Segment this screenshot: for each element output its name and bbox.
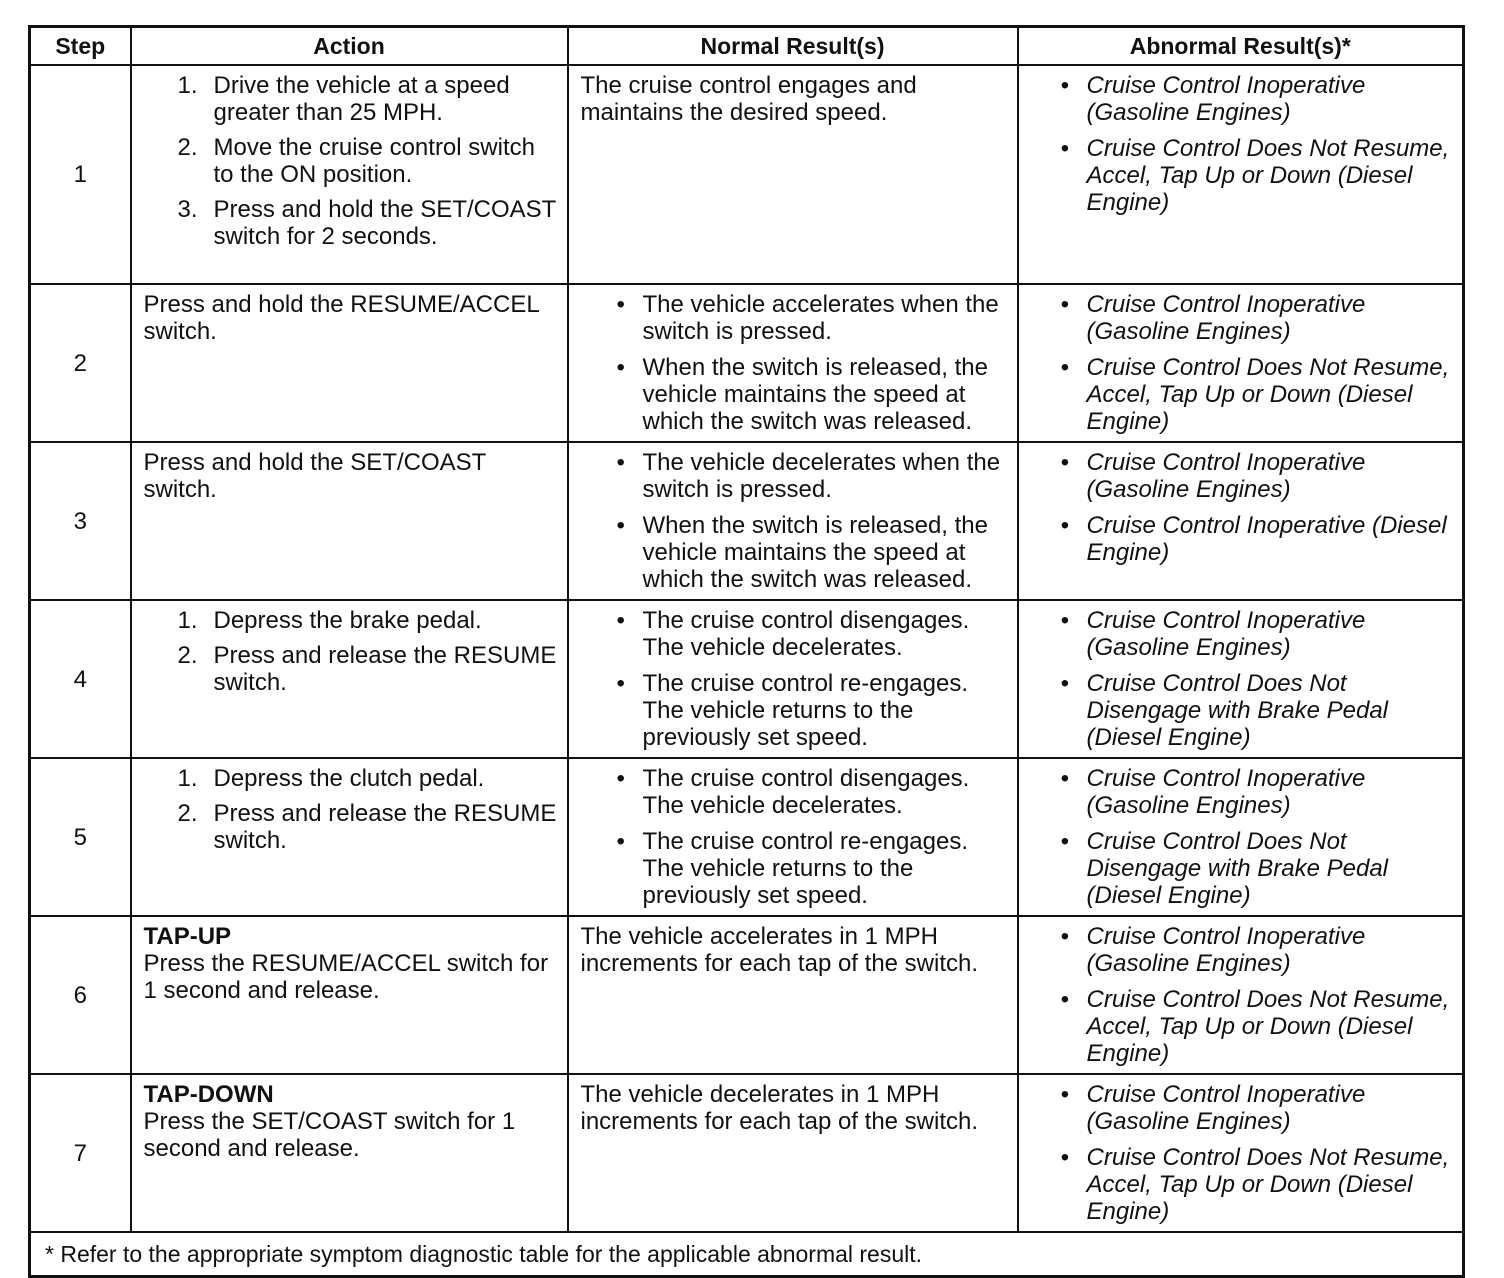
abnormal-results-list	[1031, 607, 1455, 751]
header-normal-results: Normal Result(s)	[568, 27, 1018, 66]
action-heading: TAP-UP	[143, 923, 232, 950]
table-row	[30, 758, 1464, 916]
list-item: 2. Move the cruise control switch to the ON position.	[177, 134, 535, 188]
step-number: 5	[30, 758, 131, 916]
step-number: 6	[30, 916, 131, 1074]
normal-result-text: The vehicle decelerates in 1 MPH increments for each tap of the switch.	[580, 1081, 979, 1135]
list-item: • Cruise Control Inoperative (Gasoline Engines)	[1060, 291, 1366, 345]
abnormal-results-list	[1031, 449, 1455, 566]
list-item: 2. Press and release the RESUME switch.	[177, 642, 557, 696]
abnormal-result-cell	[1018, 1074, 1464, 1232]
list-item: • The cruise control re-engages. The vehicle returns to the previously set speed.	[616, 828, 968, 909]
list-item: • Cruise Control Inoperative (Gasoline Engines)	[1060, 765, 1366, 819]
table-row	[30, 442, 1464, 600]
list-item: • Cruise Control Does Not Resume, Accel, Tap Up or Down (Diesel Engine)	[1060, 986, 1450, 1067]
abnormal-result-cell	[1018, 600, 1464, 758]
table-row	[30, 916, 1464, 1074]
action-cell	[131, 916, 568, 1074]
table-row	[30, 65, 1464, 284]
step-number: 7	[30, 1074, 131, 1232]
abnormal-result-cell	[1018, 442, 1464, 600]
normal-results-list	[581, 607, 1009, 751]
normal-results-list	[581, 765, 1009, 909]
abnormal-results-list	[1031, 765, 1455, 909]
list-item: • Cruise Control Inoperative (Diesel Engine)	[1060, 512, 1447, 566]
normal-result-cell	[568, 916, 1018, 1074]
abnormal-result-cell	[1018, 284, 1464, 442]
normal-results-list	[581, 291, 1009, 435]
list-item: 1. Depress the brake pedal.	[177, 607, 482, 634]
abnormal-result-cell	[1018, 758, 1464, 916]
list-item: • Cruise Control Does Not Resume, Accel, Tap Up or Down (Diesel Engine)	[1060, 1144, 1450, 1225]
table-row	[30, 284, 1464, 442]
footnote-row	[30, 1232, 1464, 1277]
normal-results-list	[581, 449, 1009, 593]
list-item: • The cruise control disengages. The vehicle decelerates.	[616, 607, 970, 661]
normal-result-cell	[568, 1074, 1018, 1232]
action-cell	[131, 65, 568, 284]
list-item: • When the switch is released, the vehicle maintains the speed at which the switch was released.	[616, 512, 989, 593]
step-number: 2	[30, 284, 131, 442]
table-row	[30, 1074, 1464, 1232]
abnormal-result-cell	[1018, 65, 1464, 284]
abnormal-result-cell	[1018, 916, 1464, 1074]
step-number: 4	[30, 600, 131, 758]
list-item: • Cruise Control Does Not Disengage with Brake Pedal (Diesel Engine)	[1060, 828, 1389, 909]
list-item: • Cruise Control Inoperative (Gasoline Engines)	[1060, 449, 1366, 503]
action-text: Press and hold the RESUME/ACCEL switch.	[143, 291, 539, 345]
normal-result-text: The vehicle accelerates in 1 MPH increments for each tap of the switch.	[580, 923, 979, 977]
list-item: • Cruise Control Does Not Resume, Accel, Tap Up or Down (Diesel Engine)	[1060, 354, 1450, 435]
footnote: * Refer to the appropriate symptom diagnostic table for the applicable abnormal result.	[30, 1232, 1464, 1277]
list-item: • The cruise control re-engages. The vehicle returns to the previously set speed.	[616, 670, 968, 751]
abnormal-results-list	[1031, 1081, 1455, 1225]
list-item: • When the switch is released, the vehicle maintains the speed at which the switch was released.	[616, 354, 989, 435]
list-item: • Cruise Control Inoperative (Gasoline Engines)	[1060, 1081, 1366, 1135]
header-action: Action	[131, 27, 568, 66]
normal-result-cell	[568, 65, 1018, 284]
action-cell	[131, 284, 568, 442]
action-steps-list	[144, 765, 559, 854]
abnormal-results-list	[1031, 291, 1455, 435]
action-text: Press the RESUME/ACCEL switch for 1 second and release.	[143, 950, 549, 1004]
table-row	[30, 600, 1464, 758]
action-cell	[131, 758, 568, 916]
action-text: Press and hold the SET/COAST switch.	[143, 449, 486, 503]
header-step: Step	[30, 27, 131, 66]
list-item: 1. Depress the clutch pedal.	[177, 765, 485, 792]
header-row	[30, 27, 1464, 66]
action-steps-list	[144, 72, 559, 250]
list-item: 2. Press and release the RESUME switch.	[177, 800, 557, 854]
list-item: • Cruise Control Inoperative (Gasoline Engines)	[1060, 72, 1366, 126]
normal-result-text: The cruise control engages and maintains the desired speed.	[580, 72, 917, 126]
list-item: • The vehicle accelerates when the switch is pressed.	[616, 291, 999, 345]
list-item: • Cruise Control Does Not Resume, Accel, Tap Up or Down (Diesel Engine)	[1060, 135, 1450, 216]
list-item: • The vehicle decelerates when the switch is pressed.	[616, 449, 1001, 503]
abnormal-results-list	[1031, 923, 1455, 1067]
list-item: • Cruise Control Inoperative (Gasoline Engines)	[1060, 923, 1366, 977]
action-cell	[131, 1074, 568, 1232]
action-text: Press the SET/COAST switch for 1 second and release.	[143, 1108, 516, 1162]
normal-result-cell	[568, 600, 1018, 758]
list-item: • Cruise Control Inoperative (Gasoline Engines)	[1060, 607, 1366, 661]
action-cell	[131, 600, 568, 758]
action-cell	[131, 442, 568, 600]
normal-result-cell	[568, 758, 1018, 916]
action-steps-list	[144, 607, 559, 696]
normal-result-cell	[568, 284, 1018, 442]
list-item: • Cruise Control Does Not Disengage with Brake Pedal (Diesel Engine)	[1060, 670, 1389, 751]
abnormal-results-list	[1031, 72, 1455, 216]
step-number: 1	[30, 65, 131, 284]
list-item: 3. Press and hold the SET/COAST switch for 2 seconds.	[177, 196, 556, 250]
normal-result-cell	[568, 442, 1018, 600]
header-abnormal-results: Abnormal Result(s)*	[1018, 27, 1464, 66]
cruise-control-test-sheet	[28, 25, 1462, 1278]
step-number: 3	[30, 442, 131, 600]
list-item: • The cruise control disengages. The vehicle decelerates.	[616, 765, 970, 819]
list-item: 1. Drive the vehicle at a speed greater than 25 MPH.	[177, 72, 510, 126]
cruise-control-test-table	[28, 25, 1465, 1278]
action-heading: TAP-DOWN	[143, 1081, 274, 1108]
